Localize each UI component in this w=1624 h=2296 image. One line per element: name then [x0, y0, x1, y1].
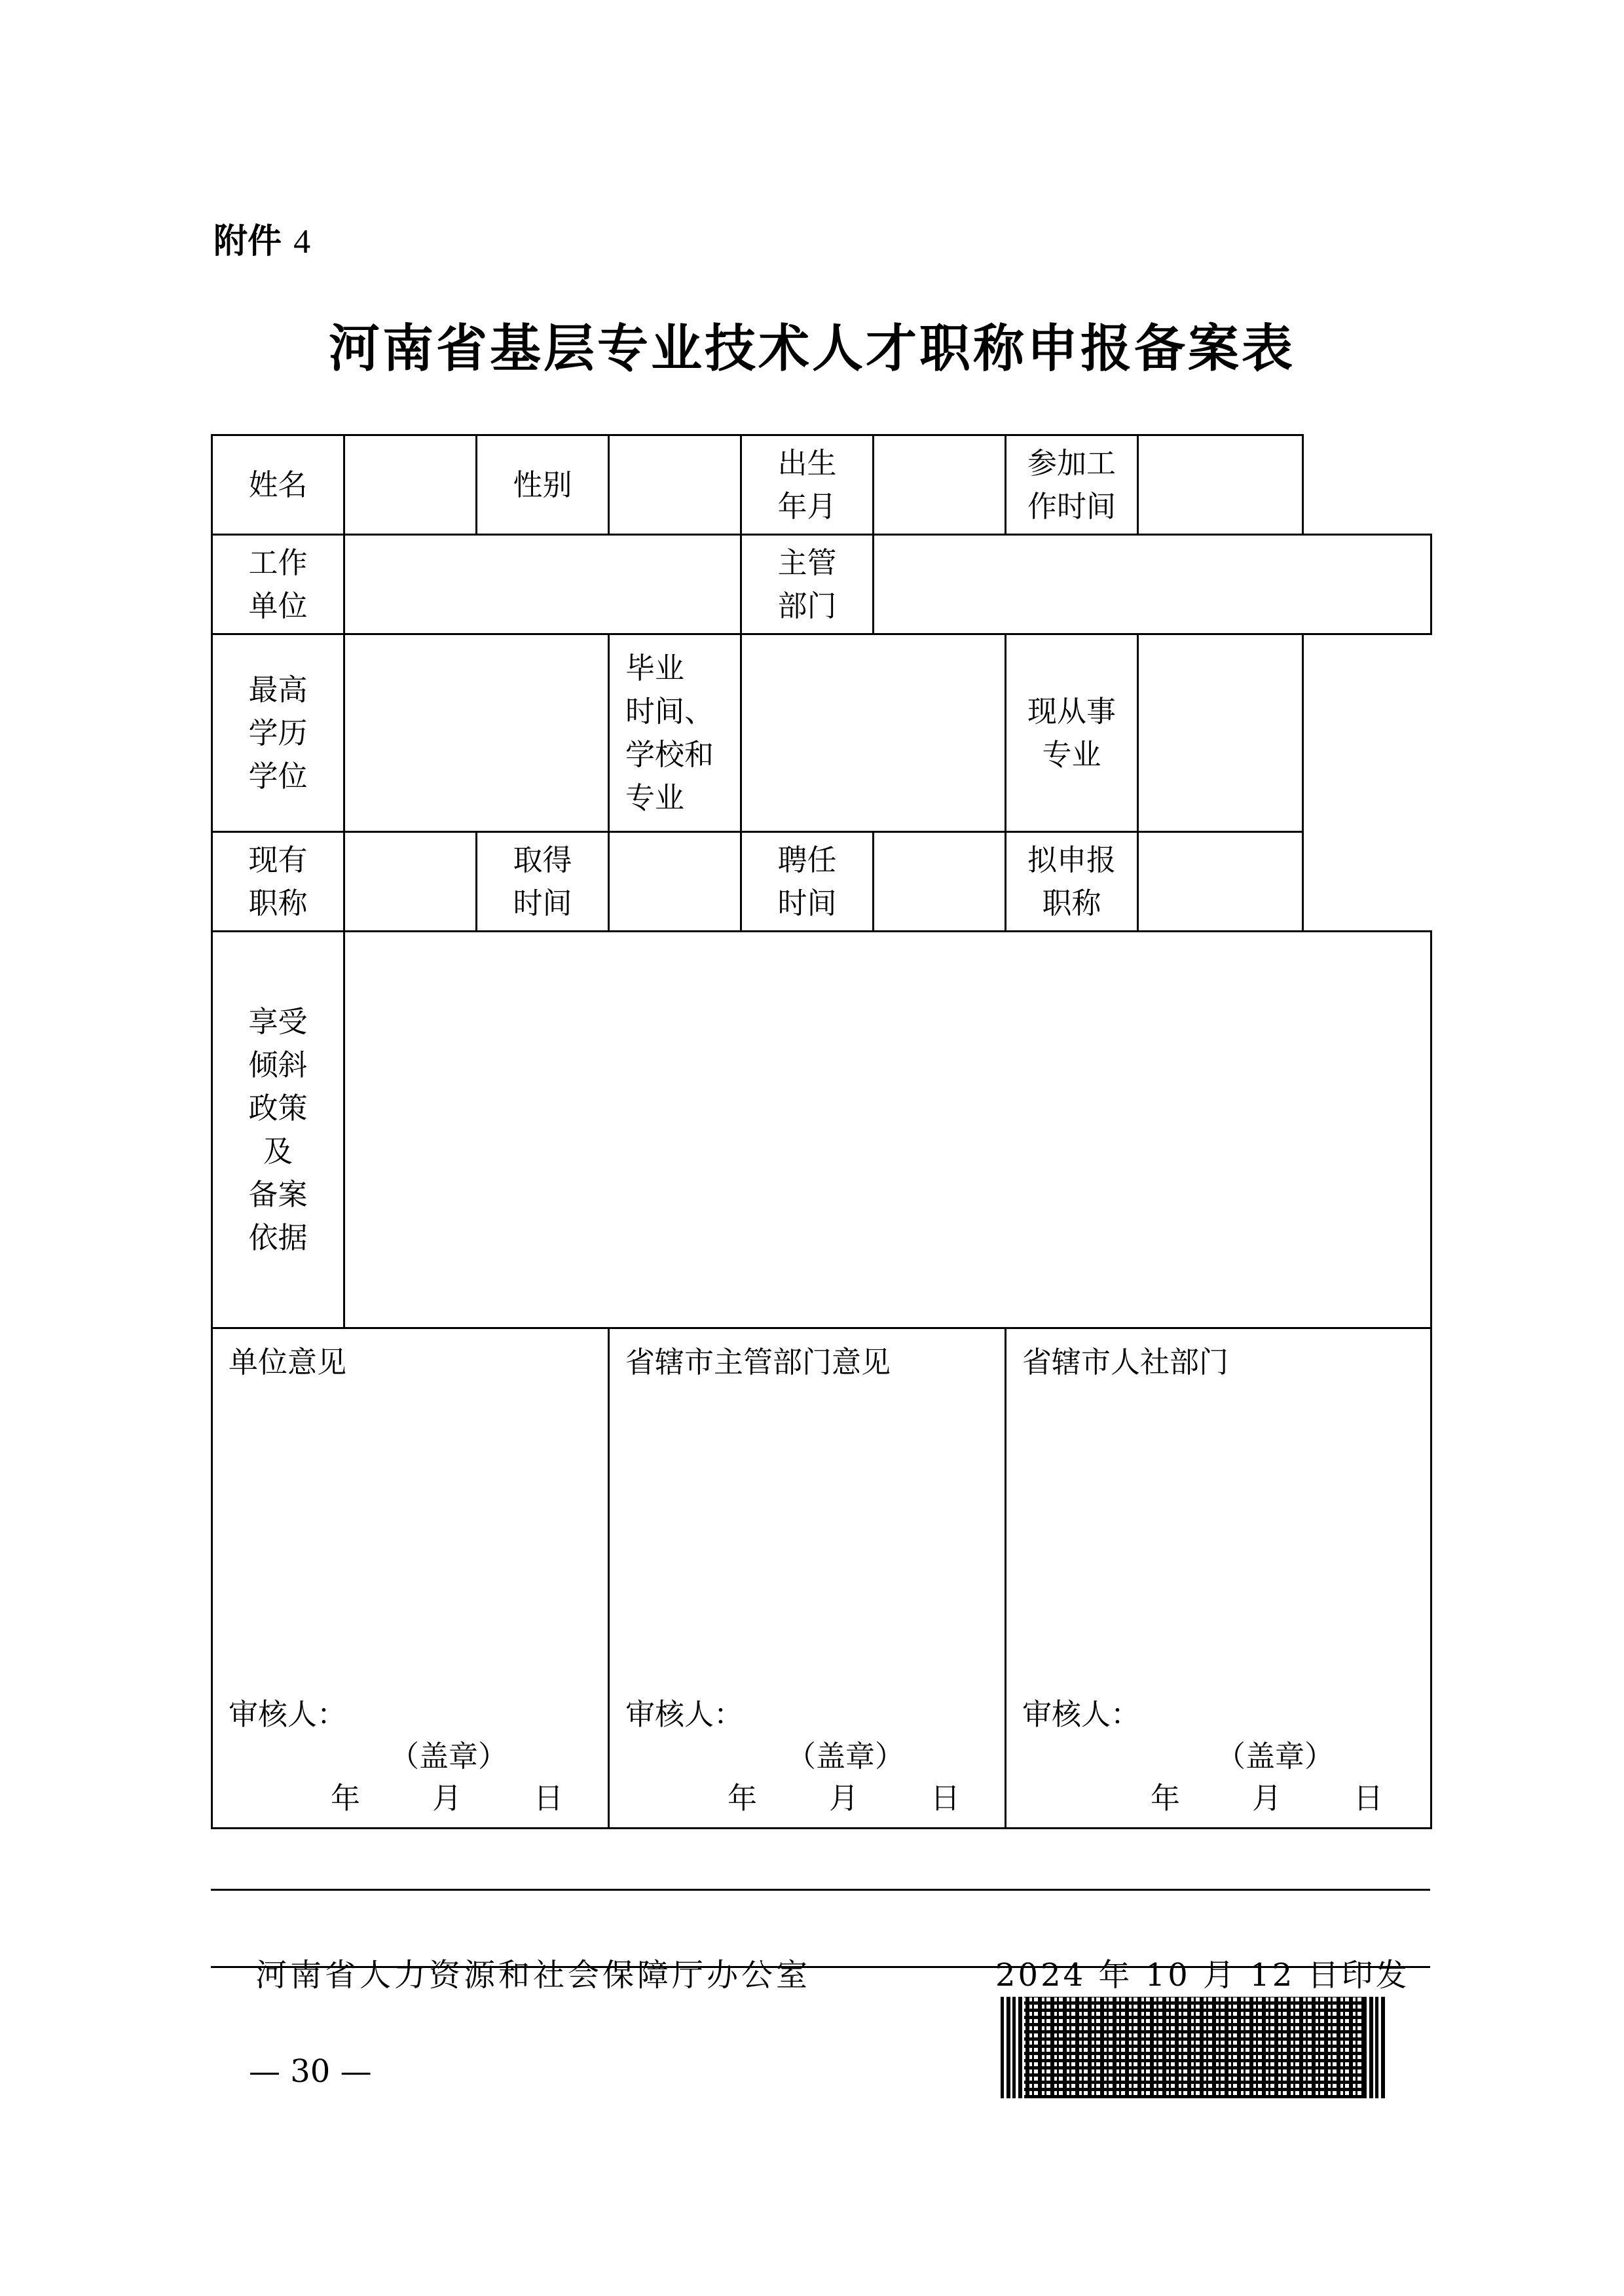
- seal-label: （盖章）: [390, 1739, 508, 1774]
- barcode-icon: [1001, 1997, 1387, 2098]
- footer-rule-bottom: [211, 1966, 1430, 1968]
- row-policy: [212, 932, 1431, 1328]
- footer-rule-top: [211, 1889, 1430, 1891]
- opinion-head: 单位意见: [229, 1345, 347, 1379]
- field-proposed-title[interactable]: [1138, 832, 1303, 932]
- label-employer: 工作 单位: [212, 535, 344, 634]
- field-obtained-time[interactable]: [609, 832, 741, 932]
- label-current-title: 现有 职称: [212, 832, 344, 932]
- issuer: 河南省人力资源和社会保障厅办公室: [255, 1957, 811, 1994]
- seal-label: （盖章）: [786, 1739, 905, 1774]
- field-birth[interactable]: [874, 435, 1006, 535]
- row-employer: [212, 535, 1431, 634]
- attachment-number: 4: [293, 223, 311, 261]
- field-current-major[interactable]: [1138, 634, 1303, 832]
- filing-form-table: [211, 434, 1432, 1829]
- row-opinions: [212, 1328, 1431, 1829]
- field-education[interactable]: [344, 634, 609, 832]
- label-education: 最高 学历 学位: [212, 634, 344, 832]
- date-line: 年 月 日: [1151, 1781, 1384, 1815]
- field-appointed-time[interactable]: [874, 832, 1006, 932]
- page-number: — 30 —: [249, 2053, 372, 2090]
- row-basic-info: [212, 435, 1431, 535]
- row-title: [212, 832, 1431, 932]
- field-graduation[interactable]: [741, 634, 1006, 832]
- seal-label: （盖章）: [1216, 1739, 1335, 1774]
- opinion-unit[interactable]: [212, 1328, 609, 1829]
- date-line: 年 月 日: [331, 1781, 564, 1815]
- label-appointed-time: 聘任 时间: [741, 832, 874, 932]
- field-work-start[interactable]: [1138, 435, 1303, 535]
- label-proposed-title: 拟申报 职称: [1006, 832, 1138, 932]
- attachment-label: 附件 4: [213, 222, 311, 261]
- label-gender: 性别: [477, 435, 609, 535]
- reviewer-label: 审核人：: [1022, 1697, 1141, 1732]
- date-line: 年 月 日: [728, 1781, 961, 1815]
- label-policy: 享受 倾斜 政策 及 备案 依据: [212, 932, 344, 1328]
- label-current-major: 现从事 专业: [1006, 634, 1138, 832]
- field-policy[interactable]: [344, 932, 1431, 1328]
- row-education: [212, 634, 1431, 832]
- label-graduation: 毕业 时间、 学校和 专业: [609, 634, 741, 832]
- label-work-start: 参加工 作时间: [1006, 435, 1138, 535]
- label-name: 姓名: [212, 435, 344, 535]
- field-employer[interactable]: [344, 535, 741, 634]
- document-title: 河南省基层专业技术人才职称申报备案表: [328, 319, 1295, 378]
- label-obtained-time: 取得 时间: [477, 832, 609, 932]
- field-authority[interactable]: [874, 535, 1431, 634]
- reviewer-label: 审核人：: [229, 1697, 347, 1732]
- label-authority: 主管 部门: [741, 535, 874, 634]
- field-gender[interactable]: [609, 435, 741, 535]
- field-name[interactable]: [344, 435, 477, 535]
- reviewer-label: 审核人：: [625, 1697, 744, 1732]
- field-current-title[interactable]: [344, 832, 477, 932]
- opinion-head: 省辖市人社部门: [1022, 1345, 1229, 1379]
- opinion-city-hr[interactable]: [1006, 1328, 1431, 1829]
- issued-date: 2024 年 10 月 12 日印发: [995, 1957, 1410, 1994]
- opinion-city-authority[interactable]: [609, 1328, 1006, 1829]
- opinion-head: 省辖市主管部门意见: [625, 1345, 891, 1379]
- label-birth: 出生 年月: [741, 435, 874, 535]
